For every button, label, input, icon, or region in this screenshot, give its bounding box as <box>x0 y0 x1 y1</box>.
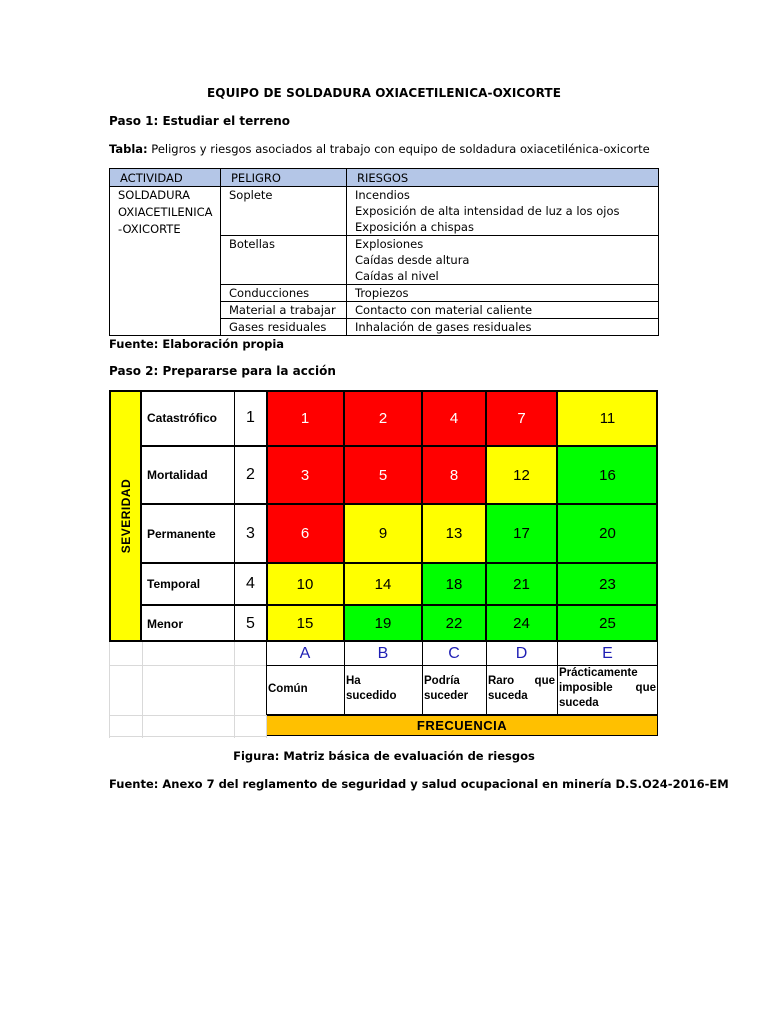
frequency-description-line: Podría <box>424 675 460 687</box>
hazards-table <box>109 168 659 336</box>
risk-value-cell: 16 <box>557 446 658 504</box>
severity-number: 4 <box>246 575 255 592</box>
severity-number: 5 <box>246 614 255 632</box>
row-divider <box>142 445 267 447</box>
frequency-description-line: imposible que <box>559 682 656 694</box>
label-divider <box>234 390 235 642</box>
frequency-description-line: Raro que <box>488 675 555 687</box>
step-2-heading: Paso 2: Prepararse para la acción <box>109 364 336 378</box>
table-caption <box>109 142 650 156</box>
risk-value-cell: 9 <box>344 504 422 563</box>
severity-name: Menor <box>147 616 183 631</box>
risk-value-cell: 11 <box>557 390 658 446</box>
frequency-description-line: Común <box>268 683 308 695</box>
risk-cell <box>347 302 659 319</box>
frequency-letter: C <box>448 644 460 662</box>
activity-cell <box>110 187 221 336</box>
header-actividad: ACTIVIDAD <box>110 169 221 187</box>
freq-divider <box>557 642 558 715</box>
risk-matrix <box>109 390 658 738</box>
risk-value-cell: 21 <box>486 563 557 605</box>
frequency-description-line: Prácticamente <box>559 667 638 679</box>
risk-value-cell: 22 <box>422 605 486 642</box>
risk-value-cell: 2 <box>344 390 422 446</box>
freq-divider <box>486 642 487 715</box>
risk-value-cell: 19 <box>344 605 422 642</box>
risk-item: Tropiezos <box>355 286 409 300</box>
freq-divider <box>266 665 658 666</box>
frequency-letter: B <box>377 644 389 662</box>
severity-name: Mortalidad <box>147 468 208 482</box>
header-peligro: PELIGRO <box>221 169 347 187</box>
frequency-description <box>268 682 342 697</box>
activity-line: OXIACETILENICA <box>118 205 213 219</box>
source-own: Fuente: Elaboración propia <box>109 337 285 351</box>
risk-item: Exposición de alta intensidad de luz a los ojos <box>355 204 620 218</box>
risk-value-cell: 12 <box>486 446 557 504</box>
hazard-cell: Soplete <box>221 187 347 236</box>
header-riesgos: RIESGOS <box>347 169 659 187</box>
freq-divider <box>657 642 658 715</box>
risk-item: Explosiones <box>355 237 424 251</box>
risk-value-cell: 23 <box>557 563 658 605</box>
severity-name: Temporal <box>147 577 201 591</box>
freq-divider <box>266 642 267 715</box>
risk-value-cell: 20 <box>557 504 658 563</box>
risk-cell <box>347 285 659 302</box>
risk-cell <box>347 187 659 236</box>
risk-item: Contacto con material caliente <box>355 303 533 317</box>
risk-value-cell: 6 <box>266 504 344 563</box>
severity-name: Catastrófico <box>147 411 218 425</box>
risk-item: Incendios <box>355 188 410 202</box>
row-divider <box>142 562 267 564</box>
risk-value-cell: 14 <box>344 563 422 605</box>
figure-caption: Figura: Matriz básica de evaluación de riesgos <box>233 749 535 763</box>
freq-divider <box>344 642 345 715</box>
risk-value-cell: 13 <box>422 504 486 563</box>
grid-line <box>234 642 235 738</box>
risk-item: Exposición a chispas <box>355 220 474 234</box>
freq-divider <box>266 714 658 715</box>
hazard-cell: Gases residuales <box>221 319 347 336</box>
table-row <box>110 187 659 236</box>
hazard-cell: Conducciones <box>221 285 347 302</box>
activity-line: -OXICORTE <box>118 222 181 236</box>
risk-value-cell: 24 <box>486 605 557 642</box>
frequency-letter: A <box>299 644 311 662</box>
frequency-letter: D <box>515 644 528 662</box>
severity-number: 1 <box>246 409 255 426</box>
hazard-cell: Botellas <box>221 236 347 285</box>
frequency-description-line: suceder <box>424 690 469 702</box>
grid-line <box>109 736 266 737</box>
frequency-label: FRECUENCIA <box>266 715 658 736</box>
risk-value-cell: 17 <box>486 504 557 563</box>
grid-line <box>142 642 143 738</box>
activity-line: SOLDADURA <box>118 188 190 202</box>
frequency-description-line: sucedido <box>346 690 397 702</box>
risk-value-cell: 3 <box>266 446 344 504</box>
frequency-description-line: suceda <box>559 697 599 709</box>
risk-cell <box>347 236 659 285</box>
page-title: EQUIPO DE SOLDADURA OXIACETILENICA-OXICORTE <box>206 86 561 100</box>
hazard-cell: Material a trabajar <box>221 302 347 319</box>
frequency-letter: E <box>602 644 613 662</box>
risk-value-cell: 10 <box>266 563 344 605</box>
severity-number: 3 <box>246 524 255 542</box>
frequency-description-line: suceda <box>488 690 528 702</box>
severity-label: SEVERIDAD <box>118 478 133 554</box>
severity-name: Permanente <box>147 526 216 541</box>
risk-item: Caídas desde altura <box>355 253 470 267</box>
grid-line <box>109 715 266 716</box>
severity-number: 2 <box>246 466 255 483</box>
risk-value-cell: 15 <box>266 605 344 642</box>
risk-value-cell: 4 <box>422 390 486 446</box>
row-divider <box>142 503 267 505</box>
risk-value-cell: 25 <box>557 605 658 642</box>
frequency-description <box>488 674 555 704</box>
frequency-description-line: Ha <box>346 675 361 687</box>
frequency-description <box>346 674 420 704</box>
table-caption-label: Tabla: <box>109 142 148 156</box>
risk-item: Caídas al nivel <box>355 269 439 283</box>
row-divider <box>142 604 267 606</box>
risk-item: Inhalación de gases residuales <box>355 320 532 334</box>
step-1-heading: Paso 1: Estudiar el terreno <box>109 114 291 128</box>
risk-value-cell: 7 <box>486 390 557 446</box>
risk-value-cell: 1 <box>266 390 344 446</box>
risk-value-cell: 8 <box>422 446 486 504</box>
risk-cell <box>347 319 659 336</box>
frequency-description <box>424 674 484 704</box>
freq-divider <box>422 642 423 715</box>
table-caption-text: Peligros y riesgos asociados al trabajo con equipo de soldadura oxiacetilénica-oxicorte <box>147 142 650 156</box>
source-regulation: Fuente: Anexo 7 del reglamento de seguridad y salud ocupacional en minería D.S.O24-2016-EM <box>109 777 729 791</box>
risk-value-cell: 18 <box>422 563 486 605</box>
grid-line <box>109 665 266 666</box>
frequency-description <box>559 666 656 711</box>
grid-line <box>109 642 110 738</box>
risk-value-cell: 5 <box>344 446 422 504</box>
label-divider <box>266 390 268 642</box>
severity-label-box <box>109 390 142 642</box>
